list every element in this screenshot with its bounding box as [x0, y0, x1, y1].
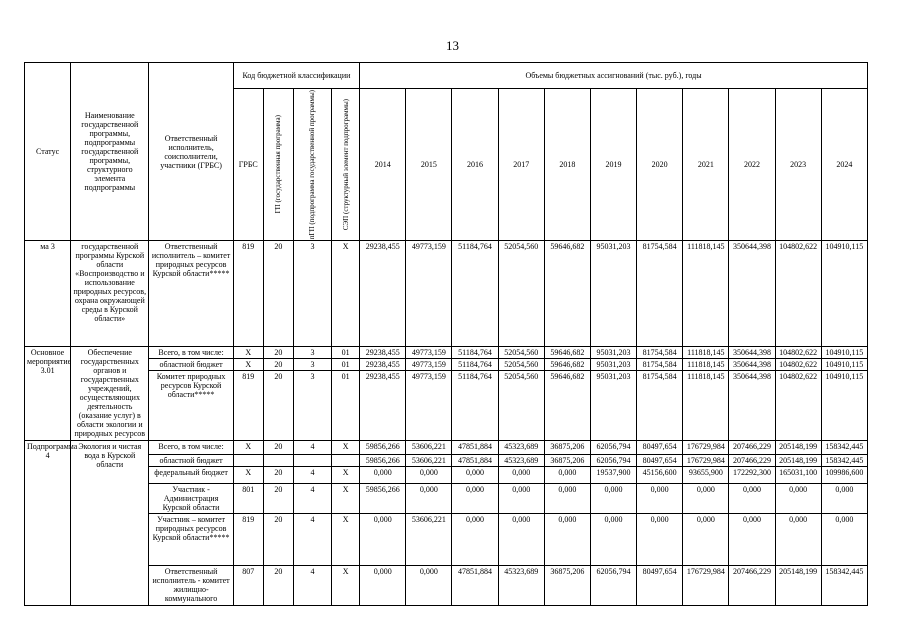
value-cell: 111818,145	[683, 347, 729, 359]
status-cell: ма 3	[25, 241, 71, 347]
value-cell: 59646,682	[544, 241, 590, 347]
value-cell: 80497,654	[637, 455, 683, 467]
value-cell: 104910,115	[821, 347, 867, 359]
gp-cell: 20	[263, 467, 293, 484]
header-gp-text: ГП (государственная программа)	[274, 115, 283, 214]
value-cell: 205148,199	[775, 566, 821, 606]
header-volumes: Объемы бюджетных ассигнований (тыс. руб.), годы	[360, 63, 868, 89]
executor-cell: федеральный бюджет	[149, 467, 233, 484]
value-cell: 111818,145	[683, 371, 729, 441]
gp-cell: 20	[263, 371, 293, 441]
executor-cell: Участник - Администрация Курской области	[149, 484, 233, 514]
header-year: 2020	[637, 89, 683, 241]
executor-cell: Комитет природных ресурсов Курской области*****	[149, 371, 233, 441]
header-status: Статус	[25, 63, 71, 241]
sep-cell: X	[332, 467, 360, 484]
value-cell: 62056,794	[590, 566, 636, 606]
pgp-cell: 4	[293, 484, 331, 514]
value-cell: 0,000	[498, 514, 544, 566]
table-row	[25, 359, 868, 371]
sep-cell: X	[332, 566, 360, 606]
header-year: 2018	[544, 89, 590, 241]
value-cell: 95031,203	[590, 359, 636, 371]
value-cell: 59646,682	[544, 347, 590, 359]
value-cell: 81754,584	[637, 371, 683, 441]
value-cell: 29238,455	[360, 241, 406, 347]
value-cell: 0,000	[360, 566, 406, 606]
name-cell: государственной программы Курской области «Воспроизводство и использование природных ресурсов, охрана окружающей среды в Курской области»	[71, 241, 149, 347]
gp-cell: 20	[263, 241, 293, 347]
value-cell: 0,000	[775, 514, 821, 566]
value-cell: 0,000	[406, 566, 452, 606]
gp-cell: 20	[263, 566, 293, 606]
value-cell: 19537,900	[590, 467, 636, 484]
pgp-cell: 3	[293, 371, 331, 441]
value-cell: 49773,159	[406, 359, 452, 371]
status-cell: Подпрограмма 4	[25, 441, 71, 606]
value-cell: 47851,884	[452, 566, 498, 606]
grbs-cell: 801	[233, 484, 263, 514]
value-cell: 350644,398	[729, 371, 775, 441]
value-cell: 350644,398	[729, 359, 775, 371]
value-cell: 165031,100	[775, 467, 821, 484]
pgp-cell: 4	[293, 514, 331, 566]
table-row	[25, 371, 868, 441]
value-cell: 51184,764	[452, 371, 498, 441]
value-cell: 350644,398	[729, 347, 775, 359]
header-gp	[263, 89, 293, 241]
sep-cell: 01	[332, 359, 360, 371]
value-cell: 36875,206	[544, 455, 590, 467]
name-cell: Экология и чистая вода в Курской области	[71, 441, 149, 606]
value-cell: 109986,600	[821, 467, 867, 484]
value-cell: 59646,682	[544, 371, 590, 441]
value-cell: 104802,622	[775, 241, 821, 347]
value-cell: 53606,221	[406, 455, 452, 467]
sep-cell	[332, 455, 360, 467]
executor-cell: Всего, в том числе:	[149, 347, 233, 359]
value-cell: 59856,266	[360, 441, 406, 455]
value-cell: 59856,266	[360, 484, 406, 514]
value-cell: 207466,229	[729, 455, 775, 467]
pgp-cell: 3	[293, 347, 331, 359]
gp-cell: 20	[263, 359, 293, 371]
value-cell: 158342,445	[821, 566, 867, 606]
value-cell: 158342,445	[821, 455, 867, 467]
gp-cell: 20	[263, 347, 293, 359]
gp-cell: 20	[263, 441, 293, 455]
value-cell: 205148,199	[775, 441, 821, 455]
value-cell: 0,000	[544, 514, 590, 566]
value-cell: 81754,584	[637, 359, 683, 371]
header-year: 2017	[498, 89, 544, 241]
executor-cell: областной бюджет	[149, 455, 233, 467]
value-cell: 0,000	[360, 467, 406, 484]
value-cell: 47851,884	[452, 455, 498, 467]
table-row	[25, 455, 868, 467]
value-cell: 0,000	[590, 484, 636, 514]
value-cell: 51184,764	[452, 241, 498, 347]
status-cell: Основное мероприятие 3.01	[25, 347, 71, 441]
header-year: 2022	[729, 89, 775, 241]
header-year: 2019	[590, 89, 636, 241]
value-cell: 53606,221	[406, 514, 452, 566]
table-row	[25, 484, 868, 514]
value-cell: 0,000	[683, 514, 729, 566]
value-cell: 104802,622	[775, 371, 821, 441]
value-cell: 62056,794	[590, 441, 636, 455]
value-cell: 0,000	[821, 484, 867, 514]
value-cell: 51184,764	[452, 347, 498, 359]
gp-cell: 20	[263, 514, 293, 566]
value-cell: 111818,145	[683, 359, 729, 371]
header-name: Наименование государственной программы, подпрограммы государственной программы, структурного элемента подпрограммы	[71, 63, 149, 241]
value-cell: 350644,398	[729, 241, 775, 347]
sep-cell: 01	[332, 371, 360, 441]
table-row	[25, 441, 868, 455]
header-sep-text: СЭП (структурный элемент подпрограммы)	[341, 99, 350, 231]
value-cell: 45323,689	[498, 455, 544, 467]
value-cell: 207466,229	[729, 441, 775, 455]
value-cell: 104802,622	[775, 359, 821, 371]
header-year: 2016	[452, 89, 498, 241]
value-cell: 62056,794	[590, 455, 636, 467]
sep-cell: X	[332, 484, 360, 514]
value-cell: 45323,689	[498, 566, 544, 606]
value-cell: 80497,654	[637, 441, 683, 455]
value-cell: 0,000	[544, 467, 590, 484]
header-executor: Ответственный исполнитель, соисполнители, участники (ГРБС)	[149, 63, 233, 241]
value-cell: 172292,300	[729, 467, 775, 484]
value-cell: 0,000	[406, 467, 452, 484]
value-cell: 95031,203	[590, 241, 636, 347]
table-row	[25, 467, 868, 484]
sep-cell: X	[332, 241, 360, 347]
value-cell: 0,000	[637, 484, 683, 514]
header-year: 2021	[683, 89, 729, 241]
pgp-cell	[293, 455, 331, 467]
pgp-cell: 4	[293, 441, 331, 455]
value-cell: 0,000	[729, 514, 775, 566]
header-pgp-text: пГП (подпрограмма государственной программы)	[308, 90, 317, 240]
grbs-cell: X	[233, 347, 263, 359]
header-sep	[332, 89, 360, 241]
value-cell: 207466,229	[729, 566, 775, 606]
gp-cell	[263, 455, 293, 467]
value-cell: 53606,221	[406, 441, 452, 455]
value-cell: 104802,622	[775, 347, 821, 359]
header-year: 2015	[406, 89, 452, 241]
value-cell: 95031,203	[590, 371, 636, 441]
page-number: 13	[446, 38, 459, 53]
value-cell: 0,000	[544, 484, 590, 514]
executor-cell: Всего, в том числе:	[149, 441, 233, 455]
value-cell: 52054,560	[498, 347, 544, 359]
value-cell: 111818,145	[683, 241, 729, 347]
table-row	[25, 241, 868, 347]
table-row	[25, 514, 868, 566]
header-year: 2023	[775, 89, 821, 241]
grbs-cell: X	[233, 467, 263, 484]
sep-cell: 01	[332, 347, 360, 359]
value-cell: 93655,900	[683, 467, 729, 484]
value-cell: 0,000	[406, 484, 452, 514]
value-cell: 29238,455	[360, 359, 406, 371]
value-cell: 0,000	[498, 467, 544, 484]
value-cell: 0,000	[360, 514, 406, 566]
value-cell: 158342,445	[821, 441, 867, 455]
value-cell: 176729,984	[683, 441, 729, 455]
pgp-cell: 4	[293, 467, 331, 484]
value-cell: 176729,984	[683, 566, 729, 606]
pgp-cell: 3	[293, 359, 331, 371]
value-cell: 45323,689	[498, 441, 544, 455]
header-year: 2014	[360, 89, 406, 241]
value-cell: 205148,199	[775, 455, 821, 467]
value-cell: 0,000	[775, 484, 821, 514]
gp-cell: 20	[263, 484, 293, 514]
value-cell: 80497,654	[637, 566, 683, 606]
value-cell: 49773,159	[406, 241, 452, 347]
value-cell: 0,000	[821, 514, 867, 566]
value-cell: 0,000	[683, 484, 729, 514]
value-cell: 0,000	[637, 514, 683, 566]
grbs-cell: 819	[233, 241, 263, 347]
value-cell: 0,000	[452, 467, 498, 484]
value-cell: 36875,206	[544, 566, 590, 606]
value-cell: 0,000	[498, 484, 544, 514]
value-cell: 104910,115	[821, 359, 867, 371]
value-cell: 36875,206	[544, 441, 590, 455]
value-cell: 104910,115	[821, 371, 867, 441]
value-cell: 81754,584	[637, 347, 683, 359]
value-cell: 59646,682	[544, 359, 590, 371]
header-pgp	[293, 89, 331, 241]
grbs-cell	[233, 455, 263, 467]
value-cell: 47851,884	[452, 441, 498, 455]
value-cell: 176729,984	[683, 455, 729, 467]
header-budget-code: Код бюджетной классификации	[233, 63, 359, 89]
value-cell: 0,000	[590, 514, 636, 566]
value-cell: 0,000	[452, 514, 498, 566]
table-row	[25, 566, 868, 606]
header-grbs: ГРБС	[233, 89, 263, 241]
sep-cell: X	[332, 441, 360, 455]
value-cell: 51184,764	[452, 359, 498, 371]
table-row	[25, 347, 868, 359]
executor-cell: Участник – комитет природных ресурсов Курской области*****	[149, 514, 233, 566]
pgp-cell: 4	[293, 566, 331, 606]
name-cell: Обеспечение государственных органов и государственных учреждений, осуществляющих деятельность (оказание услуг) в области экологии и природных ресурсов	[71, 347, 149, 441]
grbs-cell: X	[233, 359, 263, 371]
executor-cell: областной бюджет	[149, 359, 233, 371]
budget-table	[24, 62, 868, 606]
value-cell: 49773,159	[406, 371, 452, 441]
header-year: 2024	[821, 89, 867, 241]
value-cell: 29238,455	[360, 347, 406, 359]
value-cell: 0,000	[729, 484, 775, 514]
grbs-cell: X	[233, 441, 263, 455]
value-cell: 59856,266	[360, 455, 406, 467]
value-cell: 49773,159	[406, 347, 452, 359]
executor-cell: Ответственный исполнитель – комитет природных ресурсов Курской области*****	[149, 241, 233, 347]
value-cell: 52054,560	[498, 359, 544, 371]
value-cell: 81754,584	[637, 241, 683, 347]
sep-cell: X	[332, 514, 360, 566]
grbs-cell: 819	[233, 514, 263, 566]
value-cell: 29238,455	[360, 371, 406, 441]
executor-cell: Ответственный исполнитель - комитет жилищно-коммунального	[149, 566, 233, 606]
value-cell: 104910,115	[821, 241, 867, 347]
value-cell: 0,000	[452, 484, 498, 514]
grbs-cell: 807	[233, 566, 263, 606]
value-cell: 95031,203	[590, 347, 636, 359]
pgp-cell: 3	[293, 241, 331, 347]
value-cell: 52054,560	[498, 241, 544, 347]
grbs-cell: 819	[233, 371, 263, 441]
value-cell: 52054,560	[498, 371, 544, 441]
value-cell: 45156,600	[637, 467, 683, 484]
